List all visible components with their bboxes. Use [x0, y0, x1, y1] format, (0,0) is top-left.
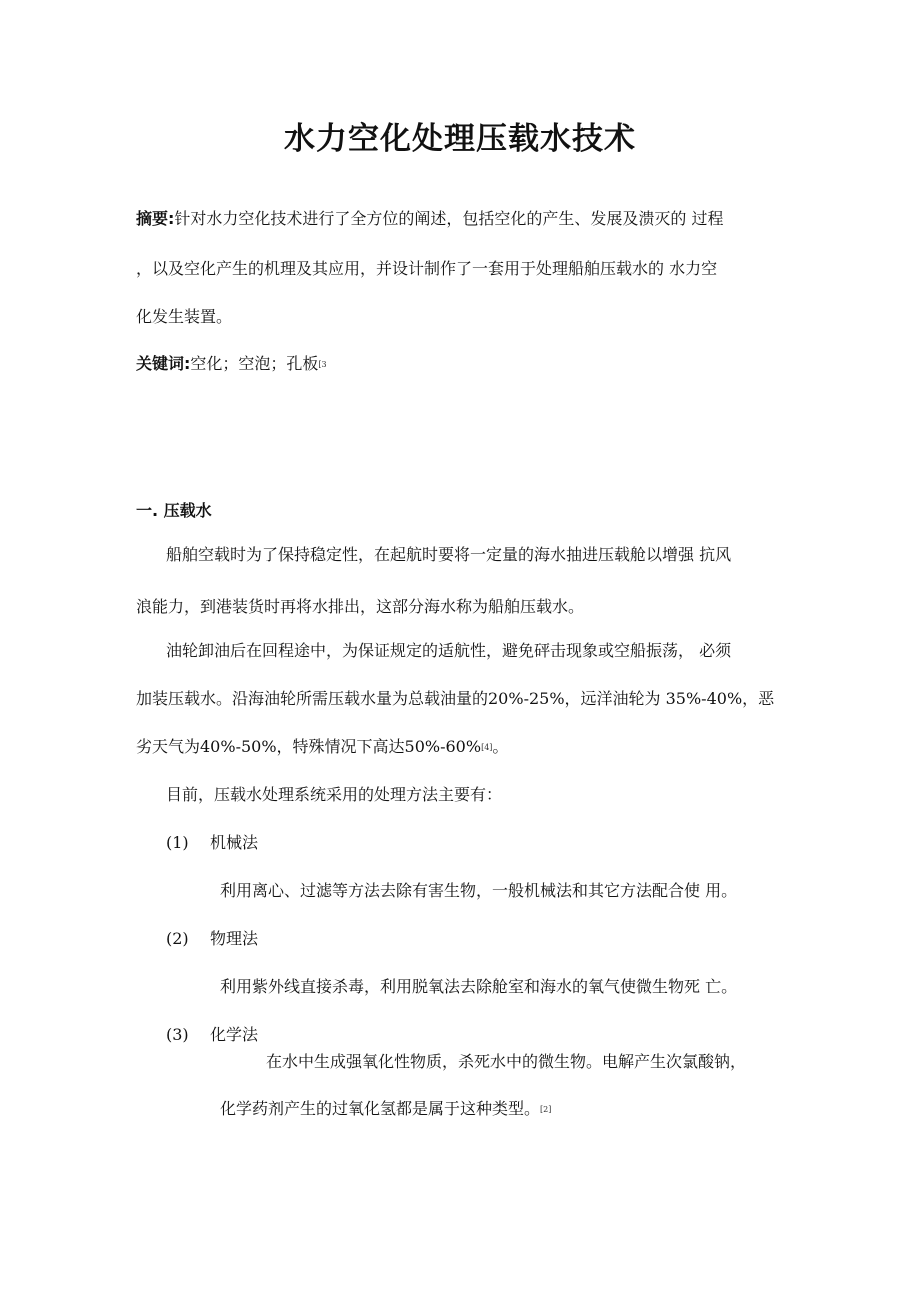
method-3-description-line-2: [220, 1099, 551, 1120]
paragraph-2-line-1: 油轮卸油后在回程途中，为保证规定的适航性，避免砰击现象或空船振荡， 必须: [166, 641, 732, 660]
method-3-name: 化学法: [210, 1025, 259, 1044]
method-1-description: 利用离心、过滤等方法去除有害生物，一般机械法和其它方法配合使 用。: [220, 881, 738, 900]
method-3-number: (3): [166, 1025, 189, 1044]
method-3-reference: [2]: [540, 1105, 552, 1114]
method-2-name: 物理法: [210, 929, 259, 948]
document-title: 水力空化处理压载水技术: [284, 121, 636, 157]
paragraph-1-line-2: 浪能力，到港装货时再将水排出，这部分海水称为船舶压载水。: [136, 597, 585, 616]
paragraph-2-line-3-text: 劣天气为40%-50%，特殊情况下高达50%-60%: [136, 737, 482, 756]
abstract-line-1: [136, 209, 724, 229]
paragraph-3: 目前，压载水处理系统采用的处理方法主要有：: [166, 785, 503, 804]
method-1-number: (1): [166, 833, 189, 852]
method-2-number: (2): [166, 929, 189, 948]
abstract-label: 摘要:: [136, 209, 175, 228]
keywords-text: 空化；空泡；孔板: [190, 354, 319, 373]
method-3-description-line-1: 在水中生成强氧化性物质，杀死水中的微生物。电解产生次氯酸钠，: [266, 1052, 747, 1071]
paragraph-2-line-3: [136, 737, 508, 758]
abstract-line-2: ，以及空化产生的机理及其应用，并设计制作了一套用于处理船舶压载水的 水力空: [136, 259, 718, 278]
paragraph-2-line-3-end: 。: [492, 737, 509, 756]
method-2-description: 利用紫外线直接杀毒，利用脱氧法去除舱室和海水的氧气使微生物死 亡。: [220, 977, 738, 996]
keywords-reference: [3: [318, 360, 327, 369]
section-heading: 一. 压载水: [136, 501, 212, 520]
paragraph-2-reference: [4]: [481, 743, 493, 752]
keywords-label: 关键词:: [136, 354, 191, 373]
method-1-name: 机械法: [210, 833, 259, 852]
keywords-line: [136, 354, 327, 375]
paragraph-2-line-2: 加装压载水。沿海油轮所需压载水量为总载油量的20%-25%，远洋油轮为 35%-40%，恶: [136, 689, 775, 708]
abstract-line-3: 化发生装置。: [136, 307, 233, 326]
abstract-text-1: 针对水力空化技术进行了全方位的阐述，包括空化的产生、发展及溃灭的 过程: [174, 209, 724, 228]
paragraph-1-line-1: 船舶空载时为了保持稳定性，在起航时要将一定量的海水抽进压载舱以增强 抗风: [166, 545, 732, 564]
method-3-description-text: 化学药剂产生的过氧化氢都是属于这种类型。: [220, 1099, 541, 1118]
